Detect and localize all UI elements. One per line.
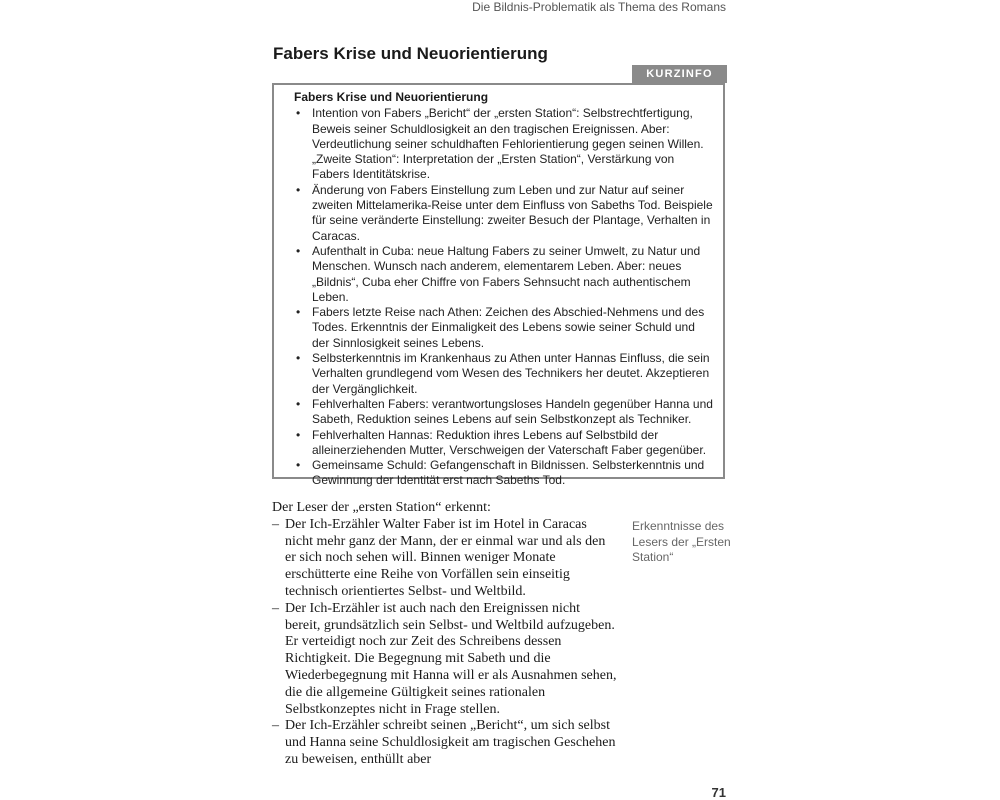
- kurzinfo-item-text: Intention von Fabers „Bericht“ der „ersten Station“: Selbstrechtfertigung, Beweis seiner Schuldlosigkeit an den tragischen Ereignissen. Aber: Verdeutlichung seiner schuldhaften Fehlorientierung gegen seinen Willen. „Zweite Station“: Interpretation der „Ersten Station“, Verstärkung von Fabers Identitätskrise.: [312, 106, 704, 182]
- kurzinfo-item-text: Selbsterkenntnis im Krankenhaus zu Athen unter Hannas Einfluss, die sein Verhalten grundlegend vom Wesen des Technikers her deutet. Akzeptieren der Vergänglichkeit.: [312, 351, 710, 396]
- bullet-icon: •: [296, 106, 301, 121]
- body-intro: Der Leser der „ersten Station“ erkennt:: [272, 500, 491, 515]
- margin-note: Erkenntnisse des Lesers der „Ersten Station“: [632, 519, 731, 564]
- dash-icon: –: [272, 600, 279, 616]
- bullet-icon: •: [296, 458, 301, 473]
- kurzinfo-item: [292, 351, 713, 397]
- kurzinfo-item: [292, 244, 713, 305]
- bullet-icon: •: [296, 396, 301, 411]
- body-list-item-text: Der Ich-Erzähler Walter Faber ist im Hotel in Caracas nicht mehr ganz der Mann, der er einmal war und als den er sich noch sehen will. Binnen weniger Monate erschütterte eine Reihe von Vorfällen sein einseitig technisch orientiertes Selbst- und Weltbild.: [285, 516, 606, 599]
- kurzinfo-item-text: Fabers letzte Reise nach Athen: Zeichen des Abschied-Nehmens und des Todes. Erkenntnis der Einmaligkeit des Lebens sowie seiner Schuld und der Sinnlosigkeit seines Lebens.: [312, 305, 705, 350]
- body-dash-list: [272, 517, 617, 769]
- kurzinfo-item: [292, 106, 713, 182]
- kurzinfo-tab: KURZINFO: [632, 65, 727, 83]
- dash-icon: –: [272, 718, 279, 734]
- section-title: Fabers Krise und Neuorientierung: [273, 44, 548, 63]
- kurzinfo-item: [292, 428, 713, 459]
- kurzinfo-item: [292, 458, 713, 489]
- body-list-item-text: Der Ich-Erzähler ist auch nach den Ereignissen nicht bereit, grundsätzlich sein Selbst- und Weltbild aufzugeben. Er verteidigt noch zur Zeit des Schreibens dessen Richtigkeit. Die Begegnung mit Sabeth und die Wiederbegegnung mit Hanna will er als Ausnahmen sehen, die die allgemeine Gültigkeit seines rationalen Selbstkonzeptes nicht in Frage stellen.: [285, 600, 617, 717]
- kurzinfo-item-text: Fehlverhalten Hannas: Reduktion ihres Lebens auf Selbstbild der alleinerziehenden Mutter, Verschweigen der Vaterschaft Faber gegenüber.: [312, 427, 707, 457]
- bullet-icon: •: [296, 182, 301, 197]
- body-list-item-text: Der Ich-Erzähler schreibt seinen „Bericht“, um sich selbst und Hanna seine Schuldlosigkeit am tragischen Geschehen zu beweisen, enthüllt aber: [285, 718, 616, 767]
- kurzinfo-item-text: Aufenthalt in Cuba: neue Haltung Fabers zu seiner Umwelt, zu Natur und Menschen. Wunsch nach anderem, elementarem Leben. Aber: neues „Bildnis“, Cuba eher Chiffre von Fabers Sehnsucht nach authentischem Leben.: [312, 243, 701, 304]
- bullet-icon: •: [296, 305, 301, 320]
- kurzinfo-box: [272, 83, 725, 488]
- kurzinfo-item: [292, 183, 713, 244]
- kurzinfo-item-text: Gemeinsame Schuld: Gefangenschaft in Bildnissen. Selbsterkenntnis und Gewinnung der Identität erst nach Sabeths Tod.: [312, 458, 705, 488]
- body-text: [272, 500, 617, 769]
- kurzinfo-item-text: Fehlverhalten Fabers: verantwortungsloses Handeln gegenüber Hanna und Sabeth, Reduktion seines Lebens auf sein Selbstkonzept als Techniker.: [312, 396, 713, 427]
- page-number: 71: [711, 785, 726, 800]
- kurzinfo-item: [292, 305, 713, 351]
- bullet-icon: •: [296, 243, 301, 258]
- kurzinfo-item: [292, 397, 713, 428]
- bullet-icon: •: [296, 427, 301, 442]
- body-list-item: [272, 718, 617, 768]
- body-list-item: [272, 601, 617, 719]
- body-list-item: [272, 517, 617, 601]
- kurzinfo-item-text: Änderung von Fabers Einstellung zum Leben und zur Natur auf seiner zweiten Mittelamerika-Reise unter dem Einfluss von Sabeths Tod. Beispiele für seine veränderte Einstellung: zweiter Besuch der Plantage, Verhalten in Caracas.: [312, 182, 713, 243]
- kurzinfo-title: Fabers Krise und Neuorientierung: [294, 90, 489, 104]
- kurzinfo-list: [292, 106, 713, 488]
- dash-icon: –: [272, 516, 279, 532]
- running-header: Die Bildnis-Problematik als Thema des Romans: [472, 0, 726, 14]
- bullet-icon: •: [296, 351, 301, 366]
